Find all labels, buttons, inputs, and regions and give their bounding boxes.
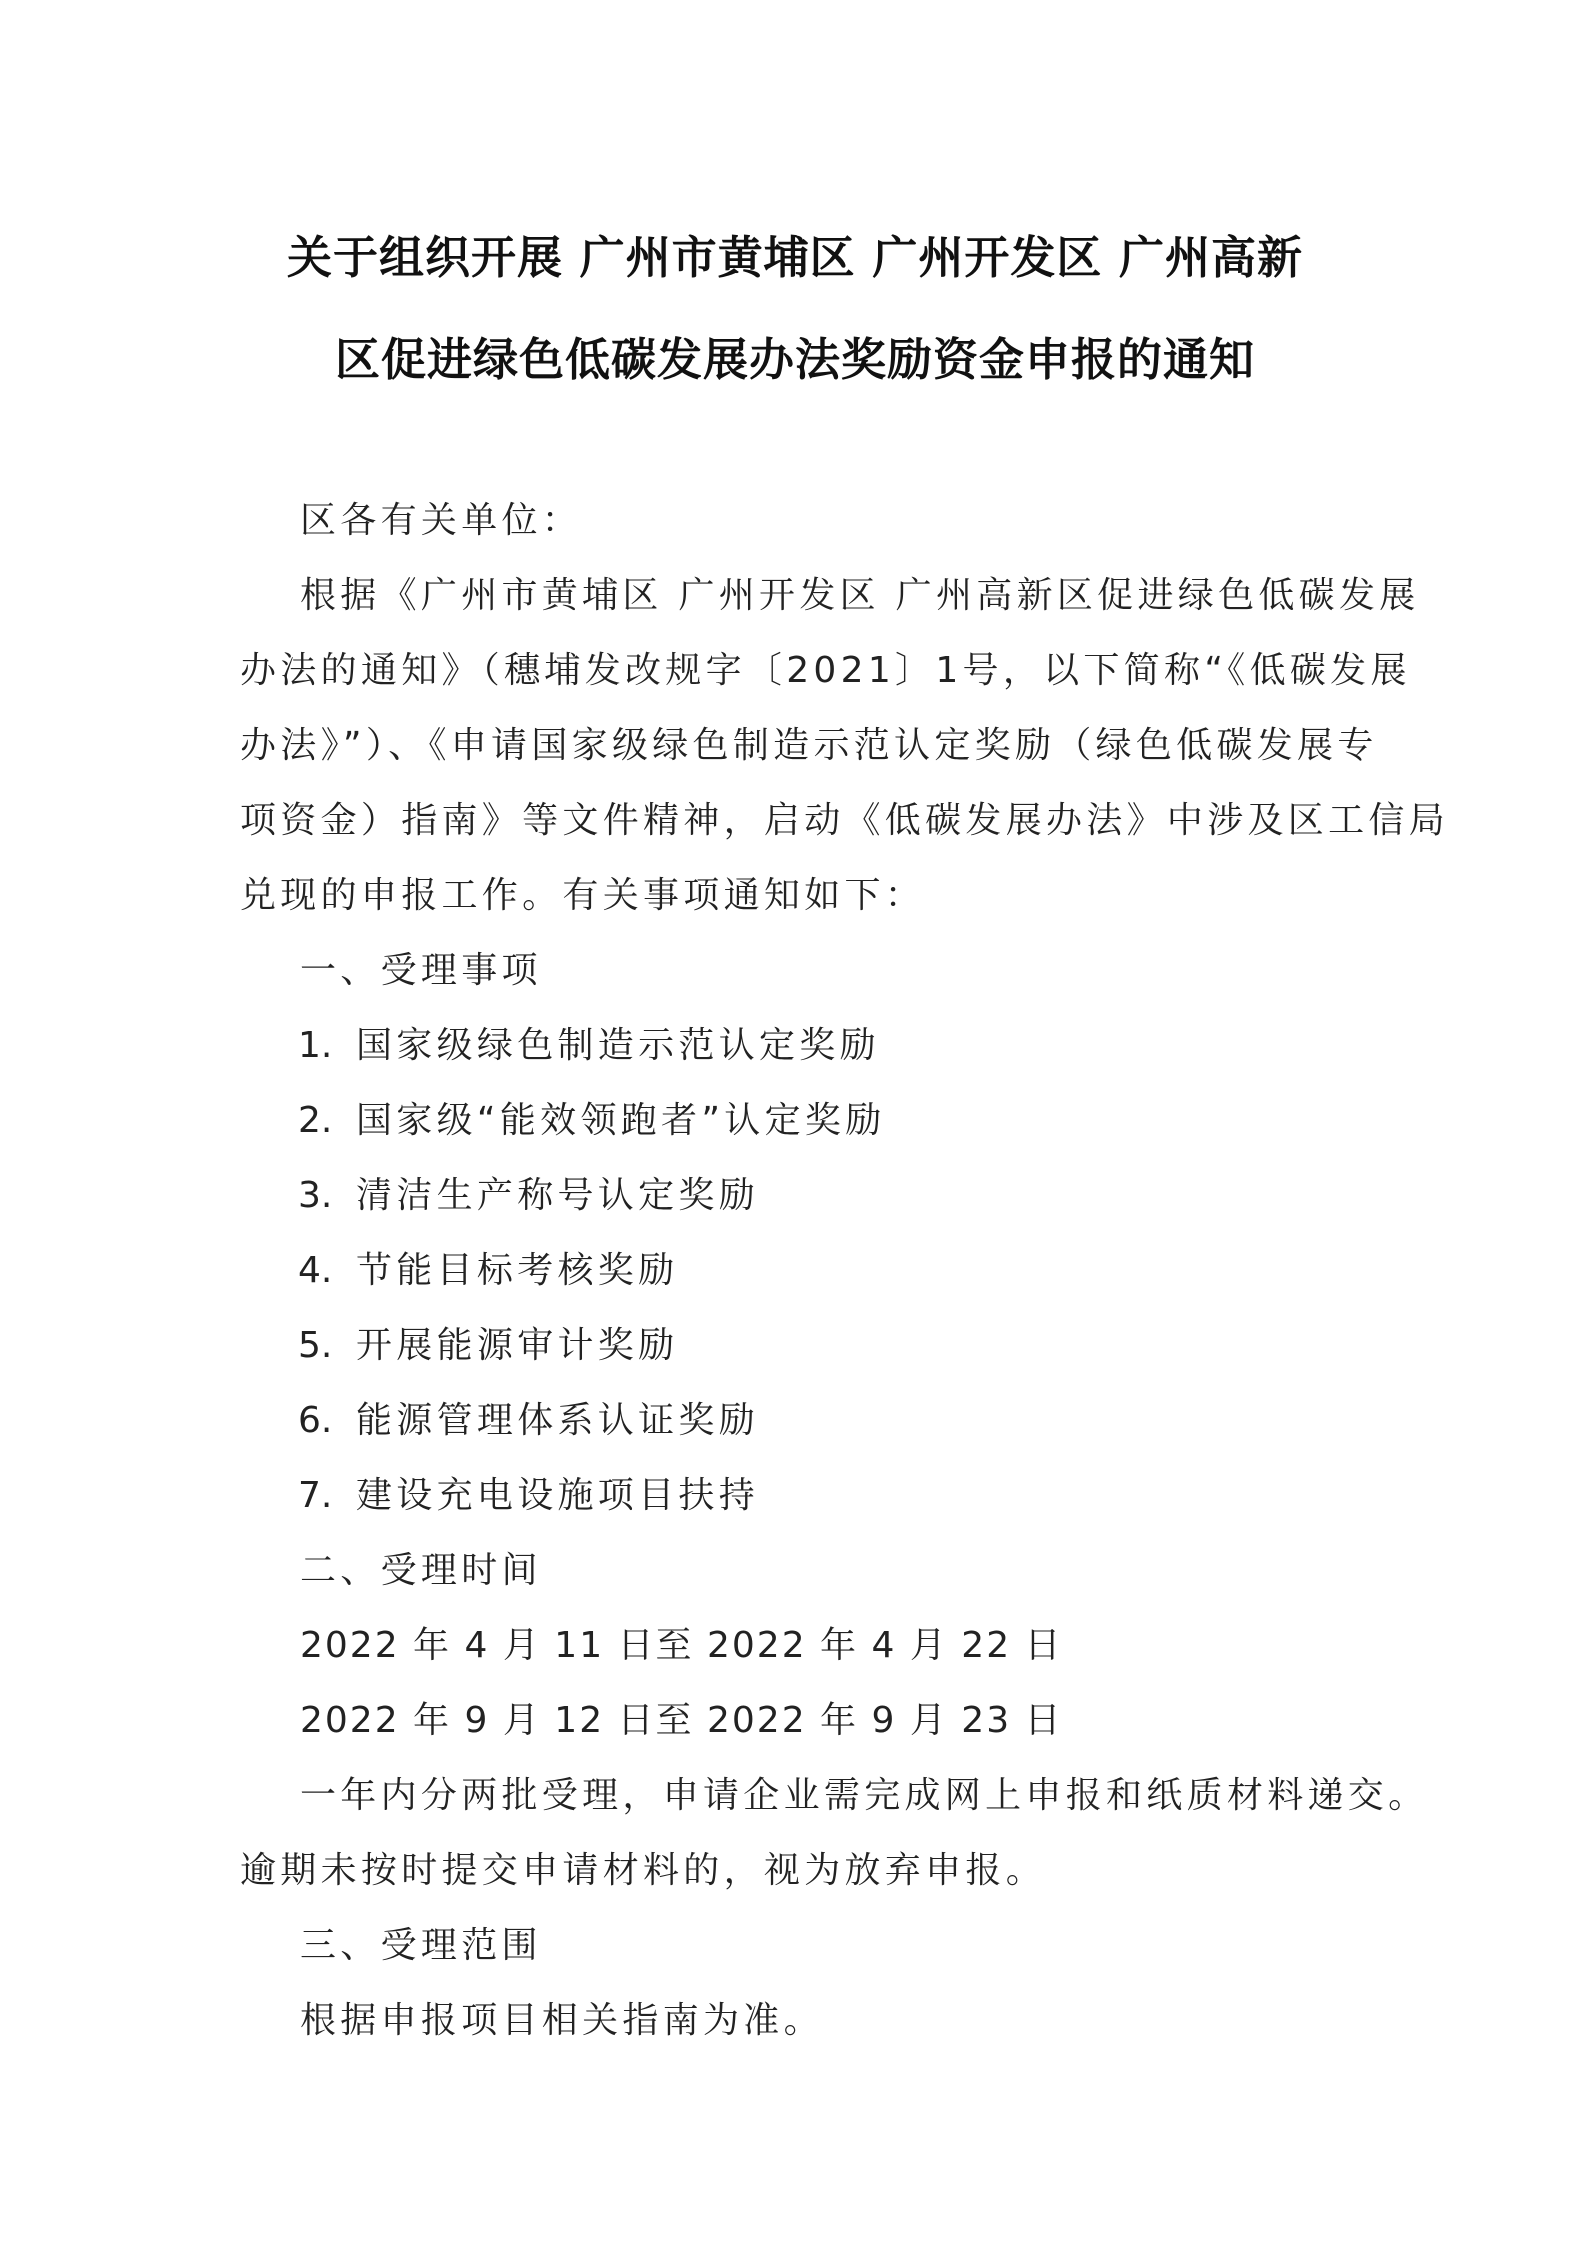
section-2-heading: 二、受理时间 [300,1550,542,1591]
list-item [298,1171,759,1221]
list-item [298,1246,678,1296]
document-title-line-2: 区促进绿色低碳发展办法奖励资金申报的通知 [334,333,1255,386]
list-item-number: 7. [298,1475,333,1516]
document-title-line-1: 关于组织开展 广州市黄埔区 广州开发区 广州高新 [286,231,1303,284]
batch-note-line-1: 一年内分两批受理，申请企业需完成网上申报和纸质材料递交。 [300,1775,1429,1816]
list-item [298,1096,886,1146]
list-item-number: 1. [298,1025,333,1066]
list-item-text: 建设充电设施项目扶持 [356,1475,760,1516]
intro-line-5: 兑现的申报工作。有关事项通知如下： [240,875,926,916]
scope-text: 根据申报项目相关指南为准。 [300,2000,824,2041]
date-range-1: 2022 年 4 月 11 日至 2022 年 4 月 22 日 [300,1625,1063,1666]
batch-note-line-2: 逾期未按时提交申请材料的，视为放弃申报。 [240,1850,1047,1891]
intro-line-3: 办法》”）、《申请国家级绿色制造示范认定奖励（绿色低碳发展专 [240,725,1378,766]
list-item-text: 清洁生产称号认定奖励 [356,1175,760,1216]
list-item-number: 4. [298,1250,333,1291]
list-item [298,1471,759,1521]
salutation: 区各有关单位： [300,500,583,541]
list-item-text: 能源管理体系认证奖励 [356,1400,760,1441]
list-item-text: 国家级绿色制造示范认定奖励 [356,1025,880,1066]
list-item-number: 2. [298,1100,333,1141]
list-item-number: 5. [298,1325,333,1366]
list-item-text: 开展能源审计奖励 [356,1325,679,1366]
list-item-number: 6. [298,1400,333,1441]
date-range-2: 2022 年 9 月 12 日至 2022 年 9 月 23 日 [300,1700,1063,1741]
list-item-number: 3. [298,1175,333,1216]
section-3-heading: 三、受理范围 [300,1925,542,1966]
list-item [298,1021,880,1071]
list-item [298,1396,759,1446]
section-1-heading: 一、受理事项 [300,950,542,991]
intro-line-4: 项资金）指南》等文件精神，启动《低碳发展办法》中涉及区工信局 [240,800,1450,841]
list-item-text: 节能目标考核奖励 [356,1250,679,1291]
intro-line-2: 办法的通知》（穗埔发改规字〔2021〕1号，以下简称“《低碳发展 [240,650,1411,691]
list-item [298,1321,678,1371]
intro-line-1: 根据《广州市黄埔区 广州开发区 广州高新区促进绿色低碳发展 [300,575,1420,616]
list-item-text: 国家级“能效领跑者”认定奖励 [356,1100,886,1141]
